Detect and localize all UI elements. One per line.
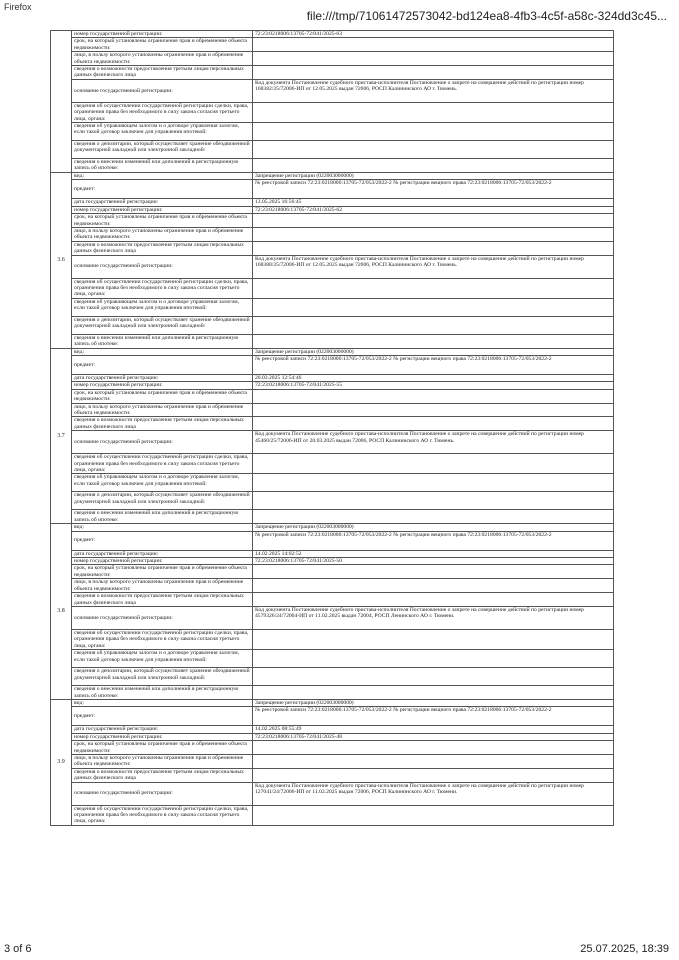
- field-label: сведения о депозитарии, который осуществляет хранение обездвиженной документарной закладной или электронной закладной:: [72, 668, 253, 686]
- table-row: сведения о депозитарии, который осуществляет хранение обездвиженной документарной закладной или электронной закладной:: [51, 141, 614, 159]
- field-value: Запрещение регистрации (022003000000): [253, 699, 614, 706]
- field-value: [253, 454, 614, 474]
- field-value: 14.02.2025 08:55:49: [253, 726, 614, 733]
- table-row: [51, 531, 614, 550]
- field-value: 72:23:0218006:13705-72/041/2025-50: [253, 558, 614, 565]
- print-datetime: 25.07.2025, 18:39: [580, 943, 669, 955]
- field-value: [253, 492, 614, 510]
- field-value: [253, 805, 614, 825]
- table-row: [51, 805, 614, 825]
- table-row: [51, 768, 614, 782]
- value-osnovanie: Код документа Постановление судебного пристава-исполнителя Постановление о запрете на совершение действий по регистрации номер 168382/25/72006-ИП от 12.05.2025 выдан 72006, РОСП Калининского АО г. Тюмень.: [253, 79, 614, 102]
- field-value: [253, 298, 614, 316]
- table-row: [51, 593, 614, 607]
- page-url: file:///tmp/71061472573042-bd124ea8-4fb3-4c5f-a58c-324dd3c45...: [306, 9, 667, 23]
- table-row: [51, 726, 614, 733]
- field-label: сведения о внесении изменений или дополнений в регистрационную запись об ипотеке:: [72, 686, 253, 700]
- field-value: [253, 214, 614, 228]
- table-row: [51, 227, 614, 241]
- field-label: сведения о внесении изменений или дополнений в регистрационную запись об ипотеке:: [72, 510, 253, 524]
- section-number: 3.9: [51, 699, 72, 825]
- table-row: [51, 699, 614, 706]
- table-row: [51, 241, 614, 255]
- field-label: номер государственной регистрации:: [72, 558, 253, 565]
- table-row: [51, 454, 614, 474]
- field-value: Запрещение регистрации (022003000000): [253, 172, 614, 179]
- table-row: [51, 668, 614, 686]
- field-label: вид:: [72, 172, 253, 179]
- field-label: сведения об осуществлении государственной регистрации сделки, права, ограничения права без необходимого в силу закона согласия третьего лица, органа:: [72, 805, 253, 825]
- field-label: лицо, в пользу которого установлены ограничение прав и обременение объекта недвижимости:: [72, 403, 253, 417]
- field-value: [253, 565, 614, 579]
- field-label: срок, на который установлены ограничение прав и обременение объекта недвижимости:: [72, 741, 253, 755]
- table-row: [51, 334, 614, 348]
- sections: [51, 172, 614, 825]
- field-label: срок, на который установлены ограничение прав и обременение объекта недвижимости:: [72, 389, 253, 403]
- table-row: [51, 374, 614, 381]
- field-value: [253, 417, 614, 431]
- field-label: сведения об осуществлении государственной регистрации сделки, права, ограничения права без необходимого в силу закона согласия третьего лица, органа:: [72, 629, 253, 649]
- field-value: [253, 650, 614, 668]
- field-value: Запрещение регистрации (022003000000): [253, 524, 614, 531]
- table-row: [51, 733, 614, 740]
- field-value: Код документа Постановление судебного пристава-исполнителя Постановление о запрете на совершение действий по регистрации номер 127041/24/72006-ИП от 11.02.2025 выдан 72006, РОСП Калининского АО г. Тюмени.: [253, 782, 614, 805]
- table-row: [51, 474, 614, 492]
- label-num-reg: номер государственной регистрации:: [72, 31, 253, 38]
- field-label: сведения о депозитарии, который осуществляет хранение обездвиженной документарной закладной или электронной закладной:: [72, 316, 253, 334]
- table-row: [51, 355, 614, 374]
- table-row: [51, 403, 614, 417]
- field-value: [253, 741, 614, 755]
- field-value: № реестровой записи 72:23:0218006:13705-72/053/2022-2 № регистрации вещного права 72:23:0218006:13705-72/053/2022-2: [253, 180, 614, 199]
- field-value: Код документа Постановление судебного пристава-исполнителя Постановление о запрете на совершение действий по регистрации номер 168380/25/72006-ИП от 12.05.2025 выдан 72006, РОСП Калининского АО г. Тюмень.: [253, 255, 614, 278]
- field-label: сведения об управляющем залогом и о договоре управления залогом, если такой договор заключен для управления ипотекой:: [72, 474, 253, 492]
- field-value: [253, 510, 614, 524]
- field-label: лицо, в пользу которого установлены ограничение прав и обременение объекта недвижимости:: [72, 579, 253, 593]
- field-label: сведения о внесении изменений или дополнений в регистрационную запись об ипотеке:: [72, 334, 253, 348]
- table-row: сведения о внесении изменений или дополнений в регистрационную запись об ипотеке:: [51, 159, 614, 173]
- field-value: [253, 474, 614, 492]
- field-value: 72:23:0218006:13705-72/041/2025-48: [253, 733, 614, 740]
- field-value: Код документа Постановление судебного пристава-исполнителя Постановление о запрете на совершение действий по регистрации номер 4579326/24/72004-ИП от 11.02.2025 выдан 72004, РОСП Ленинского АО г. Тюмени.: [253, 606, 614, 629]
- field-label: предмет:: [72, 180, 253, 199]
- table-row: [51, 278, 614, 298]
- table-row: срок, на который установлены ограничение прав и обременение объекта недвижимости:: [51, 38, 614, 52]
- field-value: Запрещение регистрации (022003000000): [253, 348, 614, 355]
- field-value: [253, 241, 614, 255]
- field-label: вид:: [72, 348, 253, 355]
- field-value: № реестровой записи 72:23:0218006:13705-72/053/2022-2 № регистрации вещного права 72:23:0218006:13705-72/053/2022-2: [253, 355, 614, 374]
- browser-name: Firefox: [4, 2, 32, 12]
- table-row: [51, 431, 614, 454]
- table-row: [51, 686, 614, 700]
- field-label: сведения об управляющем залогом и о договоре управления залогом, если такой договор заключен для управления ипотекой:: [72, 298, 253, 316]
- table-row: [51, 31, 614, 38]
- field-value: [253, 754, 614, 768]
- field-label: сведения о возможности предоставления третьим лицам персональных данных физического лица: [72, 417, 253, 431]
- field-value: [253, 668, 614, 686]
- field-label: сведения о депозитарии, который осуществляет хранение обездвиженной документарной закладной или электронной закладной:: [72, 492, 253, 510]
- field-value: [253, 389, 614, 403]
- table-row: [51, 199, 614, 206]
- field-label: предмет:: [72, 355, 253, 374]
- field-label: срок, на который установлены ограничение прав и обременение объекта недвижимости:: [72, 214, 253, 228]
- table-row: лицо, в пользу которого установлены ограничение прав и обременение объекта недвижимости:: [51, 52, 614, 66]
- table-row: [51, 754, 614, 768]
- table-row: [51, 255, 614, 278]
- field-value: 13.05.2025 16:56:45: [253, 199, 614, 206]
- browser-print-footer: [0, 938, 679, 960]
- encumbrance-table: [50, 30, 614, 826]
- field-label: сведения о возможности предоставления третьим лицам персональных данных физического лица: [72, 241, 253, 255]
- field-label: вид:: [72, 699, 253, 706]
- table-row: [51, 298, 614, 316]
- field-label: основание государственной регистрации:: [72, 255, 253, 278]
- field-label: основание государственной регистрации:: [72, 606, 253, 629]
- field-value: [253, 334, 614, 348]
- field-value: 14.02.2025 14:02:52: [253, 550, 614, 557]
- field-value: [253, 768, 614, 782]
- field-value: [253, 579, 614, 593]
- table-row: [51, 389, 614, 403]
- table-row: [51, 206, 614, 213]
- field-label: основание государственной регистрации:: [72, 782, 253, 805]
- field-value: 72:23:0218006:13705-72/041/2025-62: [253, 206, 614, 213]
- field-label: сведения об осуществлении государственной регистрации сделки, права, ограничения права без необходимого в силу закона согласия третьего лица, органа:: [72, 278, 253, 298]
- field-value: [253, 227, 614, 241]
- field-value: 20.03.2025 12:54:46: [253, 374, 614, 381]
- field-label: сведения о возможности предоставления третьим лицам персональных данных физического лица: [72, 593, 253, 607]
- table-row: [51, 524, 614, 531]
- table-row: основание государственной регистрации: Код документа Постановление судебного пристава-исполнителя Постановление о запрете на совершение действий по регистрации номер 168382/25/72006-ИП от 12.05.2025 выдан 72006, РОСП Калининского АО г. Тюмень.: [51, 79, 614, 102]
- table-row: [51, 417, 614, 431]
- table-row: [51, 558, 614, 565]
- table-row: сведения об управляющем залогом и о договоре управления залогом, если такой договор заключен для управления ипотекой:: [51, 123, 614, 141]
- field-label: дата государственной регистрации:: [72, 374, 253, 381]
- section-number: 3.7: [51, 348, 72, 524]
- field-value: [253, 629, 614, 649]
- table-row: [51, 180, 614, 199]
- field-label: дата государственной регистрации:: [72, 550, 253, 557]
- table-row: [51, 707, 614, 726]
- field-label: номер государственной регистрации:: [72, 382, 253, 389]
- table-row: [51, 579, 614, 593]
- table-row: сведения о возможности предоставления третьим лицам персональных данных физического лица: [51, 66, 614, 80]
- field-label: сведения о возможности предоставления третьим лицам персональных данных физического лица: [72, 768, 253, 782]
- page-counter: 3 of 6: [4, 943, 32, 955]
- field-label: сведения об управляющем залогом и о договоре управления залогом, если такой договор заключен для управления ипотекой:: [72, 650, 253, 668]
- table-row: [51, 650, 614, 668]
- table-row: [51, 782, 614, 805]
- field-value: [253, 593, 614, 607]
- field-label: дата государственной регистрации:: [72, 726, 253, 733]
- table-row: [51, 629, 614, 649]
- field-value: [253, 316, 614, 334]
- table-row: [51, 492, 614, 510]
- table-row: [51, 382, 614, 389]
- field-label: основание государственной регистрации:: [72, 431, 253, 454]
- field-value: [253, 686, 614, 700]
- table-row: [51, 510, 614, 524]
- field-label: сведения об осуществлении государственной регистрации сделки, права, ограничения права без необходимого в силу закона согласия третьего лица, органа:: [72, 454, 253, 474]
- field-label: срок, на который установлены ограничение прав и обременение объекта недвижимости:: [72, 565, 253, 579]
- field-label: номер государственной регистрации:: [72, 733, 253, 740]
- field-label: предмет:: [72, 531, 253, 550]
- table-row: [51, 316, 614, 334]
- field-value: [253, 278, 614, 298]
- field-value: № реестровой записи 72:23:0218006:13705-72/053/2022-2 № регистрации вещного права 72:23:0218006:13705-72/053/2022-2: [253, 707, 614, 726]
- table-row: [51, 550, 614, 557]
- field-label: номер государственной регистрации:: [72, 206, 253, 213]
- table-row: [51, 214, 614, 228]
- value-num-reg: 72:23:0218006:13705-72/041/2025-63: [253, 31, 614, 38]
- table-row: [51, 606, 614, 629]
- field-value: Код документа Постановление судебного пристава-исполнителя Постановление о запрете на совершение действий по регистрации номер 45460/25/72006-ИП от 20.03.2025 выдан 72006, РОСП Калининского АО г. Тюмень.: [253, 431, 614, 454]
- field-label: лицо, в пользу которого установлены ограничение прав и обременение объекта недвижимости:: [72, 754, 253, 768]
- field-label: дата государственной регистрации:: [72, 199, 253, 206]
- field-value: [253, 403, 614, 417]
- section-number: 3.8: [51, 524, 72, 700]
- browser-print-header: [0, 0, 679, 26]
- table-row: сведения об осуществлении государственной регистрации сделки, права, ограничения права без необходимого в силу закона согласия третьего лица, органа:: [51, 102, 614, 122]
- field-label: предмет:: [72, 707, 253, 726]
- table-row: [51, 172, 614, 179]
- field-value: 72:23:0218006:13705-72/041/2025-55: [253, 382, 614, 389]
- table-row: [51, 348, 614, 355]
- section-number: 3.6: [51, 172, 72, 348]
- field-label: лицо, в пользу которого установлены ограничение прав и обременение объекта недвижимости:: [72, 227, 253, 241]
- field-value: № реестровой записи 72:23:0218006:13705-72/053/2022-2 № регистрации вещного права 72:23:0218006:13705-72/053/2022-2: [253, 531, 614, 550]
- table-row: [51, 741, 614, 755]
- table-row: [51, 565, 614, 579]
- field-label: вид:: [72, 524, 253, 531]
